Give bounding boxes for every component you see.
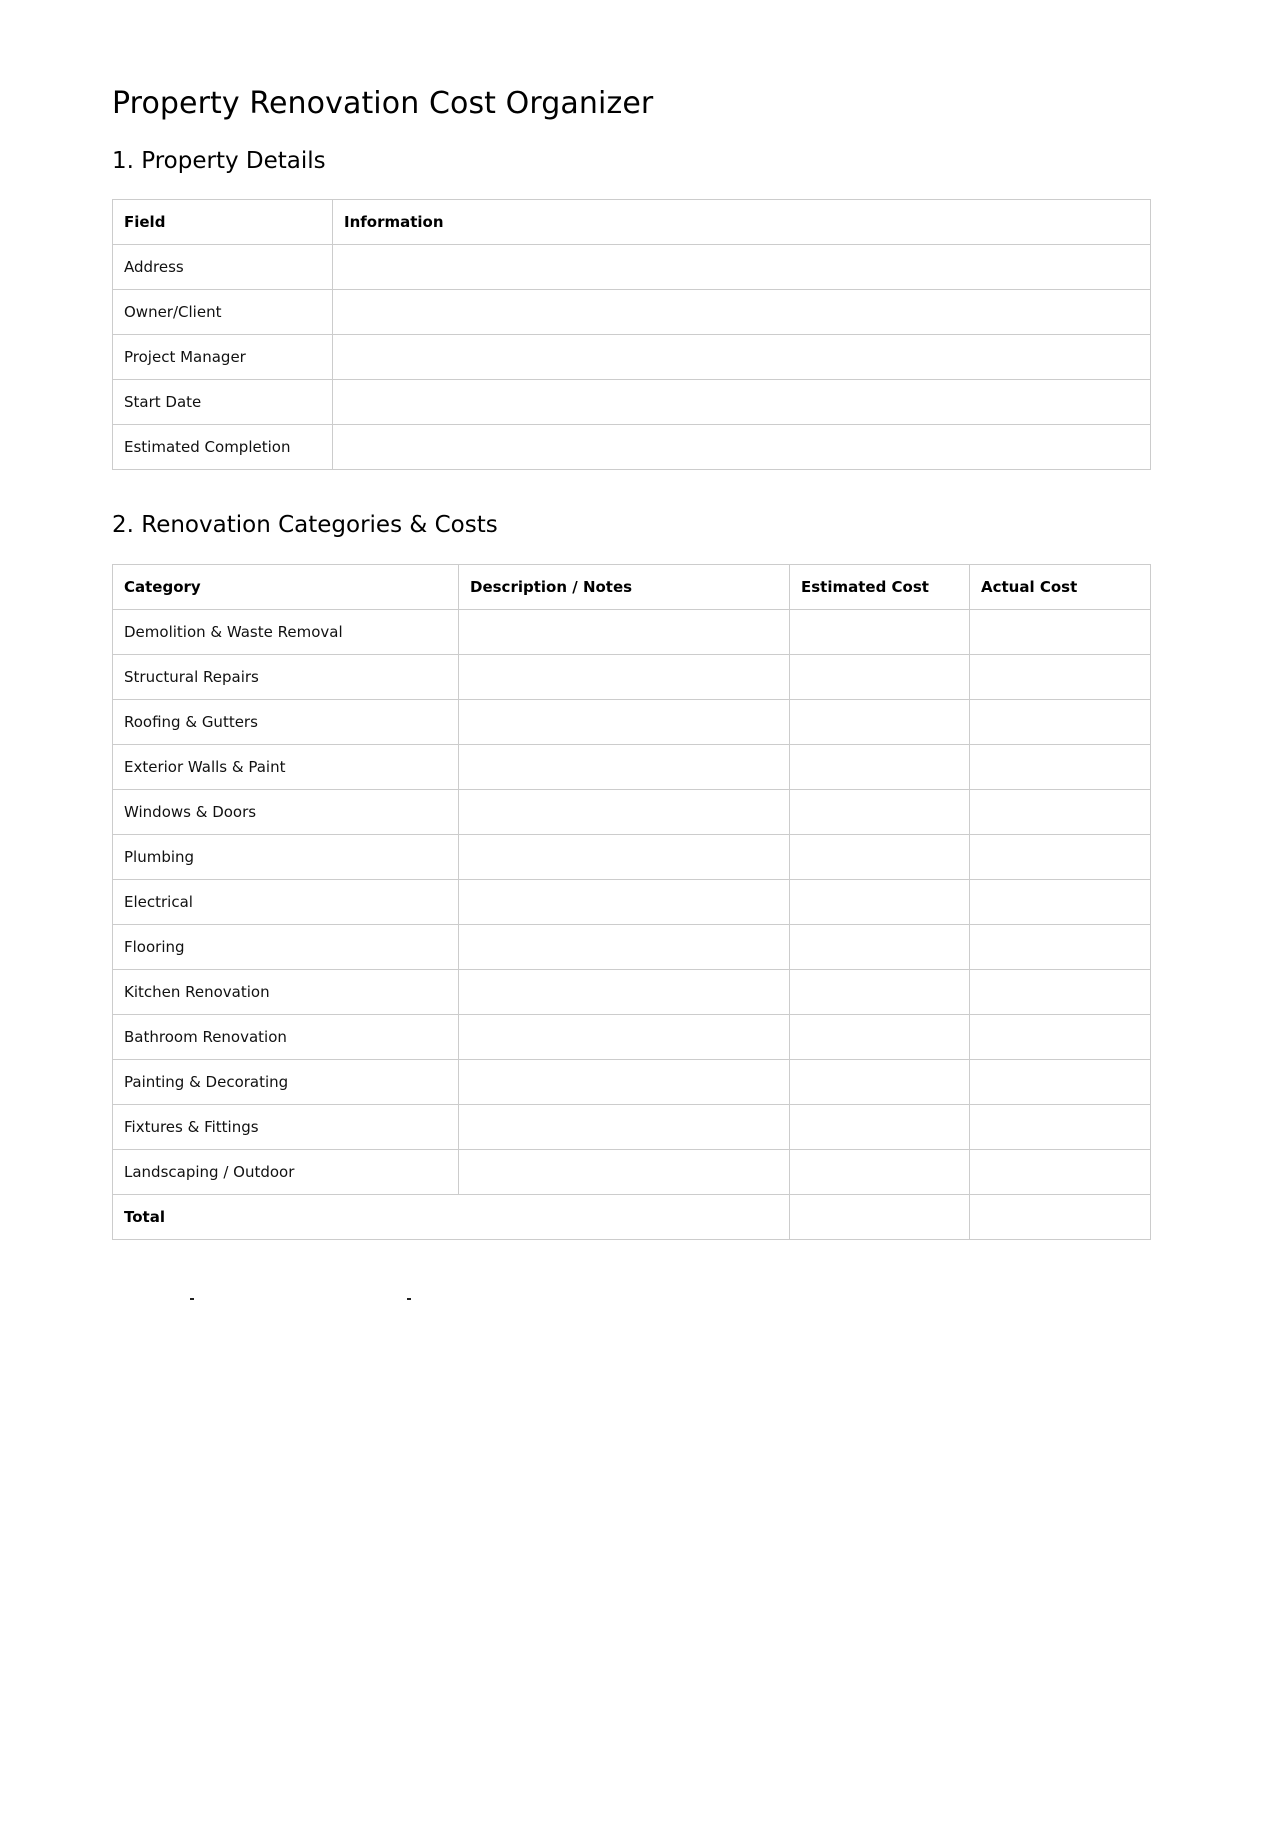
table-row — [113, 290, 1151, 335]
notes-cell[interactable] — [459, 880, 790, 925]
category-cell: Demolition & Waste Removal — [113, 610, 459, 655]
estimated-cost-cell[interactable] — [790, 835, 970, 880]
stray-dash-mark — [407, 1298, 411, 1300]
notes-cell[interactable] — [459, 1150, 790, 1195]
category-cell: Electrical — [113, 880, 459, 925]
estimated-cost-cell[interactable] — [790, 880, 970, 925]
column-header-description: Description / Notes — [459, 565, 790, 610]
column-header-category: Category — [113, 565, 459, 610]
information-cell[interactable] — [333, 335, 1151, 380]
table-row — [113, 1105, 1151, 1150]
property-details-table — [112, 199, 1151, 470]
column-header-estimated-cost: Estimated Cost — [790, 565, 970, 610]
renovation-costs-table — [112, 564, 1151, 1240]
estimated-cost-cell[interactable] — [790, 1060, 970, 1105]
table-row — [113, 425, 1151, 470]
total-label: Total — [113, 1195, 790, 1240]
actual-cost-cell[interactable] — [970, 1105, 1151, 1150]
table-row — [113, 925, 1151, 970]
table-row — [113, 1060, 1151, 1105]
information-cell[interactable] — [333, 425, 1151, 470]
table-header-row — [113, 565, 1151, 610]
category-cell: Structural Repairs — [113, 655, 459, 700]
section-heading-property-details: 1. Property Details — [112, 148, 326, 174]
notes-cell[interactable] — [459, 745, 790, 790]
estimated-cost-cell[interactable] — [790, 1150, 970, 1195]
notes-cell[interactable] — [459, 700, 790, 745]
estimated-cost-cell[interactable] — [790, 700, 970, 745]
field-label: Estimated Completion — [113, 425, 333, 470]
category-cell: Kitchen Renovation — [113, 970, 459, 1015]
page-title: Property Renovation Cost Organizer — [112, 86, 654, 121]
information-cell[interactable] — [333, 380, 1151, 425]
actual-cost-cell[interactable] — [970, 610, 1151, 655]
total-estimated-cell[interactable] — [790, 1195, 970, 1240]
table-row — [113, 335, 1151, 380]
estimated-cost-cell[interactable] — [790, 655, 970, 700]
actual-cost-cell[interactable] — [970, 655, 1151, 700]
category-cell: Plumbing — [113, 835, 459, 880]
table-row — [113, 700, 1151, 745]
table-row — [113, 790, 1151, 835]
table-row — [113, 655, 1151, 700]
stray-dash-mark — [190, 1298, 194, 1300]
category-cell: Flooring — [113, 925, 459, 970]
table-row — [113, 1015, 1151, 1060]
table-row — [113, 745, 1151, 790]
category-cell: Roofing & Gutters — [113, 700, 459, 745]
actual-cost-cell[interactable] — [970, 1060, 1151, 1105]
table-row — [113, 245, 1151, 290]
notes-cell[interactable] — [459, 1015, 790, 1060]
category-cell: Bathroom Renovation — [113, 1015, 459, 1060]
notes-cell[interactable] — [459, 610, 790, 655]
notes-cell[interactable] — [459, 655, 790, 700]
estimated-cost-cell[interactable] — [790, 610, 970, 655]
actual-cost-cell[interactable] — [970, 835, 1151, 880]
information-cell[interactable] — [333, 290, 1151, 335]
category-cell: Exterior Walls & Paint — [113, 745, 459, 790]
notes-cell[interactable] — [459, 970, 790, 1015]
table-row — [113, 835, 1151, 880]
actual-cost-cell[interactable] — [970, 745, 1151, 790]
table-row — [113, 1150, 1151, 1195]
field-label: Owner/Client — [113, 290, 333, 335]
table-row — [113, 970, 1151, 1015]
table-row — [113, 880, 1151, 925]
column-header-information: Information — [333, 200, 1151, 245]
category-cell: Windows & Doors — [113, 790, 459, 835]
estimated-cost-cell[interactable] — [790, 790, 970, 835]
category-cell: Fixtures & Fittings — [113, 1105, 459, 1150]
estimated-cost-cell[interactable] — [790, 745, 970, 790]
table-row — [113, 610, 1151, 655]
notes-cell[interactable] — [459, 1105, 790, 1150]
actual-cost-cell[interactable] — [970, 970, 1151, 1015]
actual-cost-cell[interactable] — [970, 1015, 1151, 1060]
information-cell[interactable] — [333, 245, 1151, 290]
field-label: Project Manager — [113, 335, 333, 380]
actual-cost-cell[interactable] — [970, 700, 1151, 745]
estimated-cost-cell[interactable] — [790, 1105, 970, 1150]
actual-cost-cell[interactable] — [970, 790, 1151, 835]
category-cell: Landscaping / Outdoor — [113, 1150, 459, 1195]
actual-cost-cell[interactable] — [970, 880, 1151, 925]
field-label: Address — [113, 245, 333, 290]
total-row — [113, 1195, 1151, 1240]
section-heading-renovation-costs: 2. Renovation Categories & Costs — [112, 512, 498, 538]
table-row — [113, 380, 1151, 425]
column-header-actual-cost: Actual Cost — [970, 565, 1151, 610]
estimated-cost-cell[interactable] — [790, 1015, 970, 1060]
total-actual-cell[interactable] — [970, 1195, 1151, 1240]
actual-cost-cell[interactable] — [970, 1150, 1151, 1195]
notes-cell[interactable] — [459, 925, 790, 970]
column-header-field: Field — [113, 200, 333, 245]
notes-cell[interactable] — [459, 1060, 790, 1105]
estimated-cost-cell[interactable] — [790, 925, 970, 970]
category-cell: Painting & Decorating — [113, 1060, 459, 1105]
notes-cell[interactable] — [459, 835, 790, 880]
table-header-row — [113, 200, 1151, 245]
estimated-cost-cell[interactable] — [790, 970, 970, 1015]
field-label: Start Date — [113, 380, 333, 425]
actual-cost-cell[interactable] — [970, 925, 1151, 970]
notes-cell[interactable] — [459, 790, 790, 835]
